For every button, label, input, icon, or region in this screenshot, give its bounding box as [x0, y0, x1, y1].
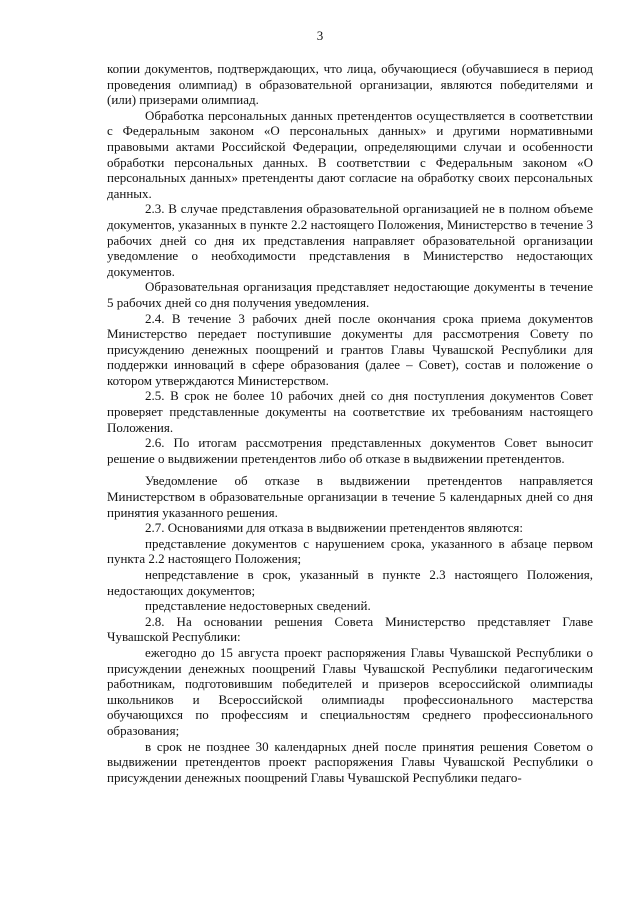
paragraph-1: копии документов, подтверждающих, что лица, обучающиеся (обучавшиеся в период проведения олимпиад) в образовательной организации, являются победителями и (или) призерами олимпиад.: [107, 61, 593, 108]
paragraph-5: 2.4. В течение 3 рабочих дней после окончания срока приема документов Министерство передает поступившие документы для рассмотрения Совету по присуждению денежных поощрений и грантов Главы Чувашской Республики для поддержки инноваций в сфере образования (далее – Совет), состав и положение о котором утверждаются Министерством.: [107, 310, 593, 388]
paragraph-15: в срок не позднее 30 календарных дней после принятия решения Советом о выдвижении претендентов проект распоряжения Главы Чувашской Республики о присуждении денежных поощрений Главы Чувашской Республики педаго-: [107, 738, 593, 785]
paragraph-2: Обработка персональных данных претендентов осуществляется в соответствии с Федеральным законом «О персональных данных» и другими нормативными правовыми актами Российской Федерации, определяющими случаи и особенности обработки персональных данных. В соответствии с Федеральным законом «О персональных данных» претенденты дают согласие на обработку своих персональных данных.: [107, 107, 593, 201]
paragraph-9: 2.7. Основаниями для отказа в выдвижении претендентов являются:: [145, 520, 524, 536]
paragraph-11: непредставление в срок, указанный в пункте 2.3 настоящего Положения, недостающих документов;: [107, 567, 593, 598]
paragraph-4: Образовательная организация представляет недостающие документы в течение 5 рабочих дней со дня получения уведомления.: [107, 279, 593, 310]
paragraph-14: ежегодно до 15 августа проект распоряжения Главы Чувашской Республики о присуждении денежных поощрений Главы Чувашской Республики педагогическим работникам, подготовившим победителей и призеров всероссийской олимпиады школьников и Всероссийской олимпиады профессионального мастерства обучающихся по профессиям и специальностям среднего профессионального образования;: [107, 644, 593, 738]
paragraph-3: 2.3. В случае представления образовательной организацией не в полном объеме документов, указанных в пункте 2.2 настоящего Положения, Министерство в течение 3 рабочих дней со дня их представления направляет образовательной организации уведомление о необходимости представления в Министерство недостающих документов.: [107, 201, 593, 279]
page-number: 3: [316, 28, 324, 43]
paragraph-7: 2.6. По итогам рассмотрения представленных документов Совет выносит решение о выдвижении претендентов либо об отказе в выдвижении претендентов.: [107, 435, 593, 466]
paragraph-12: представление недостоверных сведений.: [145, 598, 371, 614]
paragraph-8: Уведомление об отказе в выдвижении претендентов направляется Министерством в образовательные организации в течение 5 календарных дней со дня принятия указанного решения.: [107, 473, 593, 520]
paragraph-13: 2.8. На основании решения Совета Министерство представляет Главе Чувашской Республики:: [107, 613, 593, 645]
document-body: [107, 61, 593, 785]
paragraph-6: 2.5. В срок не более 10 рабочих дней со дня поступления документов Совет проверяет представленные документы на соответствие их требованиям настоящего Положения.: [107, 388, 593, 435]
paragraph-10: представление документов с нарушением срока, указанного в абзаце первом пункта 2.2 настоящего Положения;: [107, 535, 593, 567]
